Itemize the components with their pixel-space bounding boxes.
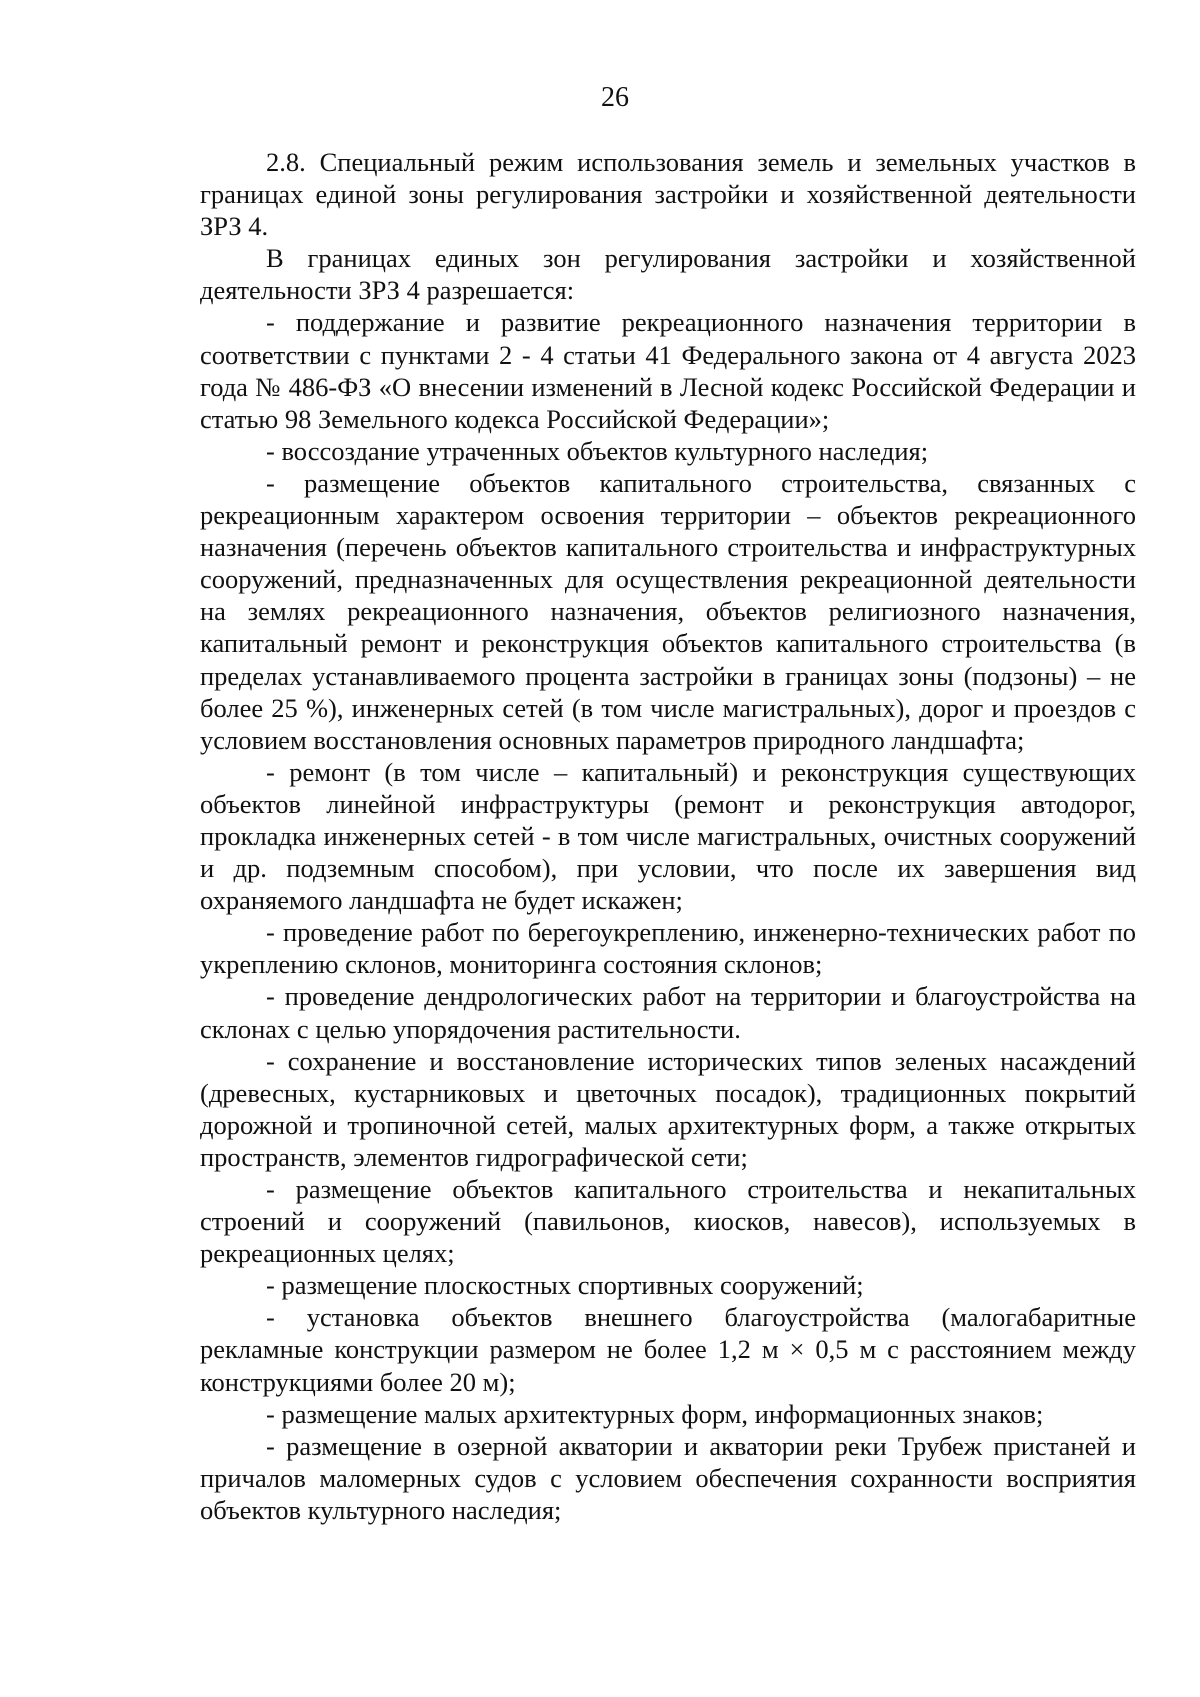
list-item: - размещение объектов капитального строительства и некапитальных строений и сооружений (павильонов, киосков, навесов), используемых в рекреационных целях;: [200, 1174, 1136, 1269]
list-item: - сохранение и восстановление исторических типов зеленых насаждений (древесных, кустарниковых и цветочных посадок), традиционных покрытий дорожной и тропиночной сетей, малых архитектурных форм, а также открытых пространств, элементов гидрографической сети;: [200, 1045, 1136, 1172]
list-item: - размещение малых архитектурных форм, информационных знаков;: [266, 1398, 1044, 1429]
document-body: [200, 146, 1136, 1526]
list-item: - проведение дендрологических работ на территории и благоустройства на склонах с целью упорядочения растительности.: [200, 981, 1136, 1044]
list-item: - размещение в озерной акватории и акватории реки Трубеж пристаней и причалов маломерных судов с условием обеспечения сохранности восприятия объектов культурного наследия;: [200, 1430, 1136, 1525]
list-item: - установка объектов внешнего благоустройства (малогабаритные рекламные конструкции размером не более 1,2 м × 0,5 м с расстоянием между конструкциями более 20 м);: [200, 1302, 1136, 1397]
list-item: - воссоздание утраченных объектов культурного наследия;: [266, 435, 929, 466]
list-item: - ремонт (в том числе – капитальный) и реконструкция существующих объектов линейной инфраструктуры (ремонт и реконструкция автодорог, прокладка инженерных сетей - в том числе магистральных, очистных сооружений и др. подземным способом), при условии, что после их завершения вид охраняемого ландшафта не будет искажен;: [200, 756, 1136, 916]
list-item: - размещение объектов капитального строительства, связанных с рекреационным характером освоения территории – объектов рекреационного назначения (перечень объектов капитального строительства и инфраструктурных сооружений, предназначенных для осуществления рекреационной деятельности на землях рекреационного назначения, объектов религиозного назначения, капитальный ремонт и реконструкция объектов капитального строительства (в пределах устанавливаемого процента застройки в границах зоны (подзоны) – не более 25 %), инженерных сетей (в том числе магистральных), дорог и проездов с условием восстановления основных параметров природного ландшафта;: [200, 467, 1136, 755]
section-heading: 2.8. Специальный режим использования земель и земельных участков в границах единой зоны регулирования застройки и хозяйственной деятельности ЗРЗ 4.: [200, 147, 1136, 242]
paragraph: В границах единых зон регулирования застройки и хозяйственной деятельности ЗРЗ 4 разрешается:: [200, 243, 1136, 306]
list-item: - проведение работ по берегоукреплению, инженерно-технических работ по укреплению склонов, мониторинга состояния склонов;: [200, 917, 1136, 980]
list-item: - поддержание и развитие рекреационного назначения территории в соответствии с пунктами 2 - 4 статьи 41 Федерального закона от 4 августа 2023 года № 486-ФЗ «О внесении изменений в Лесной кодекс Российской Федерации и статью 98 Земельного кодекса Российской Федерации»;: [200, 307, 1136, 434]
page-number: 26: [601, 82, 629, 113]
list-item: - размещение плоскостных спортивных сооружений;: [266, 1270, 864, 1301]
